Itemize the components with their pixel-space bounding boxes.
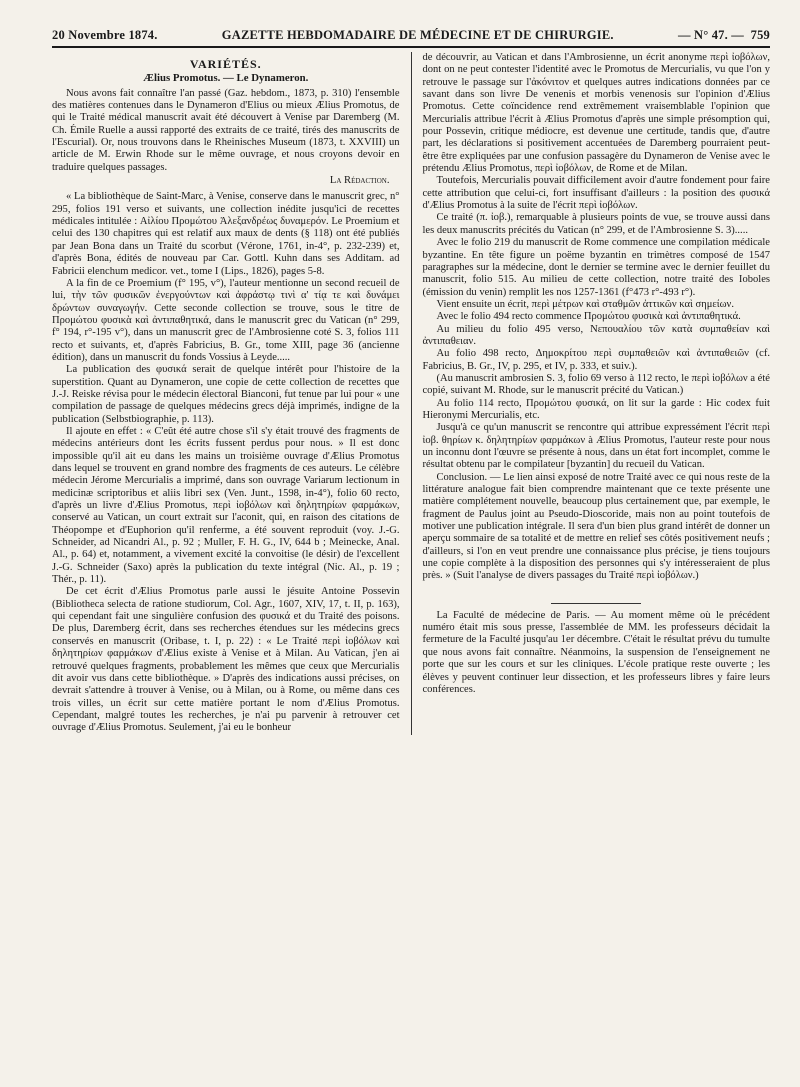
paragraph: Jusqu'à ce qu'un manuscrit se rencontre qui attribue expressément l'écrit περὶ ἰοβ. θηρίων κ. δηλητηρίων φαρμάκων à Ælius Promotus, l'auteur reste pour nous un inconnu dont l'œuvre se présente à nous, dans un état fort incomplet, comme le résultat obtenu par le compilateur [byzantin] du recueil du Vatican. bbox=[422, 422, 770, 471]
separator-rule bbox=[551, 603, 641, 604]
page-header bbox=[52, 6, 770, 48]
paragraph: Toutefois, Mercurialis pouvait difficilement avoir d'autre fondement pour faire cette attribution que celui-ci, fort insuffisant d'ailleurs : la position des φυσικά d'Ælius Promotus à la suite de l'écrit περὶ ἰοβόλων. bbox=[422, 175, 770, 212]
right-column bbox=[422, 52, 770, 735]
paragraph: Vient ensuite un écrit, περὶ μέτρων καὶ σταθμῶν ἀττικῶν καὶ σημείων. bbox=[436, 298, 734, 310]
paragraph: De cet écrit d'Ælius Promotus parle aussi le jésuite Antoine Possevin (Bibliotheca selecta de ratione studiorum, Col. Agr., 1607, XIV, 17, t. II, p. 163), qui cependant fait une singulière confusion des φυσικά et du Traité des poisons. De plus, Daremberg écrit, dans ses recherches étendues sur les médecins grecs conservés en manuscrit (Oribase, t. I, p. 22) : « Le Traité περὶ ἰοβόλων καὶ δηλητηρίων φαρμάκων d'Ælius existe à Venise et à Milan. Au Vatican, j'en ai retrouvé quelques fragments, probablement les mêmes que ceux que Mercurialis dit avoir vus dans cette bibliothèque. » D'après des indications aussi précises, on devrait s'attendre à trouver à Venise, ou à Milan, ou à Rome, ou même dans ces trois villes, un écrit sur cette matière portant le nom d'Ælius Promotus. Cependant, malgré toutes les recherches, je n'ai pu parvenir à retrouver cet ouvrage d'Ælius Promotus. Seulement, j'ai eu le bonheur bbox=[52, 586, 400, 734]
header-date: 20 Novembre 1874. bbox=[52, 28, 158, 42]
paragraph: Au folio 114 recto, Προμώτου φυσικά, on lit sur la garde : Hic codex fuit Hieronymi Mercurialis, etc. bbox=[422, 397, 770, 421]
intro-paragraph: Nous avons fait connaître l'an passé (Gaz. hebdom., 1873, p. 310) l'ensemble des matières contenues dans le Dynameron d'Elius ou mieux Ælius Promotus, de qui le Traité médical manuscrit avait été découvert à Venise par Daremberg (M. Ch. Émile Ruelle a aussi rapporté des extraits de ce traité, tirés des manuscrits de l'Escurial). Or, nous trouvons dans le Rheinisches Museum (1873, t. XXVIII) un article de M. Erwin Rhode sur le même ouvrage, et nous croyons devoir en traduire quelques passages. bbox=[52, 87, 400, 173]
paragraph: A la fin de ce Proemium (f° 195, v°), l'auteur mentionne un second recueil de lui, τὴν τῶν φυσικῶν ἐνεργούντων καὶ ἀφράστῳ τινὶ α' τίᾳ τε καὶ δυνάμει δρώντων συναγωγήν. Cette seconde collection se trouve, sous le titre de Προμώτου φυσικὰ καὶ ἀντιπαθητικά, dans le manuscrit grec du Vatican (n° 299, f° 194, r°-195 v°), dans un manuscrit grec de l'Ambrosienne coté S. 3, folios 111 recto et suivants, et, d'après Fabricius, B. Gr., tome XIII, page 36 (ancienne édition), dans un manuscrit du fonds Vossius à Leyde..... bbox=[52, 277, 400, 363]
columns bbox=[52, 52, 770, 735]
paragraph: Ce traité (π. ἰοβ.), remarquable à plusieurs points de vue, se trouve aussi dans les deux manuscrits précités du Vatican (n° 299, et de l'Ambrosienne S. 3)..... bbox=[422, 212, 770, 236]
header-page-number: 759 bbox=[750, 28, 770, 42]
signature: La Rédaction. bbox=[329, 175, 390, 187]
section-title: VARIÉTÉS. bbox=[189, 57, 262, 71]
article-subtitle: Ælius Promotus. — Le Dynameron. bbox=[143, 72, 309, 85]
paragraph: de découvrir, au Vatican et dans l'Ambrosienne, un écrit anonyme περὶ ἰοβόλων, dont on ne peut contester l'identité avec le Promotus de Mercurialis, vu que l'on y retrouve le passage sur l'ἀκόνιτον et quelques autres indications données par ce savant dans son livre De venenis et morbis venenosis sur l'opinion d'Ælius Promotus. Cette coïncidence rend extrêmement vraisemblable l'opinion que Mercurialis attribue l'écrit à Ælius Promotus d'après une simple présomption qui, pour Possevin, critique médiocre, est devenue une certitude, tandis que, d'autre part, les déclarations si positivement accentuées de Daremberg pourraient peut-être être expliquées par une confusion passagère du Dynameron de Venise avec le prétendu Ælius Promotus, περὶ ἰοβόλων, de Rome et de Milan. bbox=[422, 52, 770, 175]
paragraph: « La bibliothèque de Saint-Marc, à Venise, conserve dans le manuscrit grec, n° 295, folios 191 verso et suivants, une collection inédite jusqu'ici de recettes médicales intitulée : Αἰλίου Προμώτου Ἀλεξανδρέως δυναμερόν. Le Proemium et celui des 130 chapitres qui est relatif aux maux de dents (§ 118) ont été publiés par Jean Bona dans un Traité du scorbut (Vérone, 1761, in-4°, p. 232-239) et, d'après Bona, édités de nouveau par Car. Gottl. Kuhn dans ses Additam. ad Fabricii elenchum medicor. vet., tome I (Lips., 1826), pages 5-8. bbox=[52, 191, 400, 277]
paragraph: Il ajoute en effet : « C'eût été autre chose s'il s'y était trouvé des fragments de médecins antérieurs dont les écrits fussent perdus pour nous. » Il est donc impossible qu'il ait eu dans les mains un troisième ouvrage d'Ælius Promotus dans lequel se trouvent en grand nombre des fragments de ces auteurs. Le célèbre médecin Jérome Mercurialis a imprimé, dans son ouvrage Variarum lectionum in medicinæ scriptoribus et aliis libri sex (Ven. Junt., 1598, in-4°), folio 60 recto, d'après un livre d'Ælius Promotus, περὶ ἰοβόλων καὶ δηλητηρίων φαρμάκων, conservé au Vatican, un court extrait sur l'aconit, qui, en raison des citations de Théopompe et d'Euphorion qu'il renferme, a été souvent reproduit (voy. J.-G. Schneider, ad Nicandri Al., p. 92 ; Muller, F. H. G., IV, 644 b ; Meinecke, Anal. Al., p. 64) et, notamment, a vivement excité la convoitise (le désir) de l'excellent J.-G. Schneider (Saxo) après la publication du texte intégral (Nic. Al., p. 19 ; Thér., p. 11). bbox=[52, 425, 400, 586]
paragraph: Au folio 498 recto, Δημοκρίτου περὶ συμπαθειῶν καὶ ἀντιπαθειῶν (cf. Fabricius, B. Gr., IV, p. 295, et IV, p. 333, et suiv.). bbox=[422, 348, 770, 372]
paragraph: Au milieu du folio 495 verso, Νεπουαλίου τῶν κατὰ συμπαθείαν καὶ ἀντιπαθειαν. bbox=[422, 323, 770, 347]
conclusion-paragraph: Conclusion. — Le lien ainsi exposé de notre Traité avec ce qui nous reste de la littérature analogue fait bien comprendre maintenant que ce texte présente une matière complétement nouvelle, beaucoup plus certainement que, par exemple, le fragment de Paulus joint au Pseudo-Dioscoride, mais non au point toutefois de motiver une publication intégrale. Il sera d'un bien plus grand intérêt de donner un aperçu sommaire de sa totalité et de mettre en relief ses côtés positivement neufs ; d'ailleurs, si l'on en veut prendre une connaissance plus précise, je tiens toujours une copie complète à la disposition des personnes qui s'y intéresseraient de plus près. » (Suit l'analyse de divers passages du Traité περὶ ἰοβόλων.) bbox=[422, 471, 770, 582]
faculte-news-paragraph: La Faculté de médecine de Paris. — Au moment même où le précédent numéro était mis sous presse, l'assemblée de MM. les professeurs décidait la fermeture de la Faculté jusqu'au 1er décembre. C'était le résultat prévu du tumulte que nous avons fait connaître. Néanmoins, la suspension de l'enseignement ne porte que sur les cours et sur les cliniques. L'école pratique reste ouverte ; les élèves y peuvent continuer leur dissection, et les professeurs libres y faire leurs conférences. bbox=[422, 609, 770, 695]
paragraph: Avec le folio 219 du manuscrit de Rome commence une compilation médicale byzantine. En tête figure un poëme byzantin en trimètres composé de 1547 paragraphes sur la médecine, dont le dernier se termine avec le dernier feuillet du manuscrit, folio 515. Au milieu de cette collection, notre traité des Ioboles (émission du venin) remplit les nos 1257-1361 (f°473 r°-493 r°). bbox=[422, 237, 770, 298]
paragraph: (Au manuscrit ambrosien S. 3, folio 69 verso à 112 recto, le περὶ ἰοβόλων a été copié, suivant M. Rhode, sur le manuscrit précité du Vatican.) bbox=[422, 372, 770, 397]
left-column bbox=[52, 52, 400, 735]
paragraph: Avec le folio 494 recto commence Προμώτου φυσικὰ καὶ ἀντιπαθητικά. bbox=[436, 311, 741, 323]
header-issue: — N° 47. — bbox=[677, 28, 744, 42]
header-title: GAZETTE HEBDOMADAIRE DE MÉDECINE ET DE CHIRURGIE. bbox=[221, 28, 614, 42]
column-divider bbox=[411, 52, 412, 735]
paragraph: La publication des φυσικά serait de quelque intérêt pour l'histoire de la superstition. Quant au Dynameron, une copie de cette collection de recettes que J.-J. Reiske révisa pour le médecin électoral Bianconi, fut tenue par lui pour « une compilation de passage de quelques médecins grecs déjà imprimés, indigne de la publication (Selbstbiographie, p. 113). bbox=[52, 364, 400, 425]
